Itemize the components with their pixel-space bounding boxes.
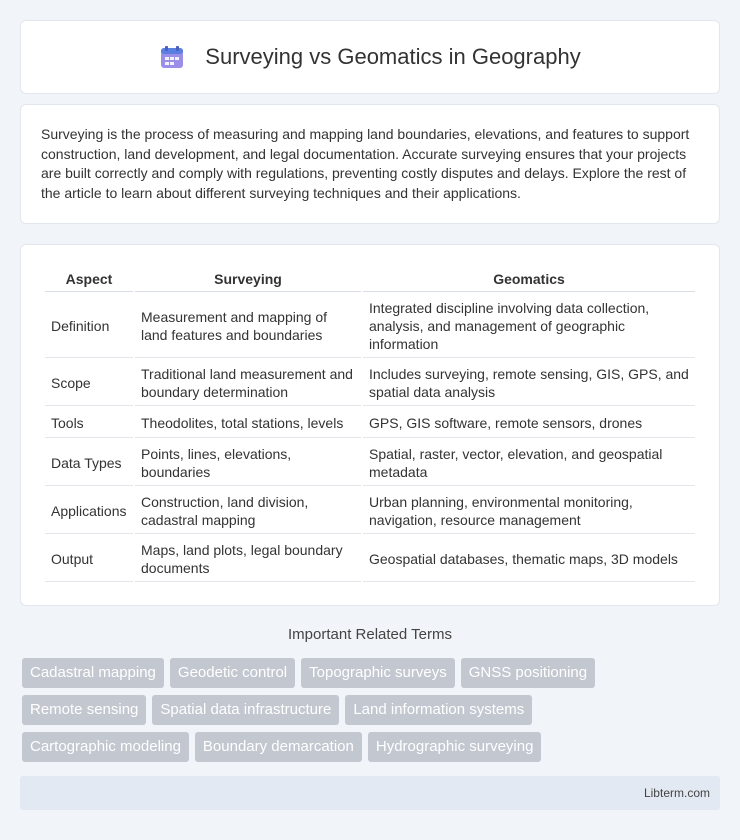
- table-cell: Includes surveying, remote sensing, GIS, GPS, and spatial data analysis: [363, 360, 695, 406]
- comparison-table: [43, 265, 697, 584]
- intro-text: Surveying is the process of measuring and mapping land boundaries, elevations, and features to support construction, land development, and legal documentation. Accurate surveying ensures that your projects are built correctly and comply with regulations, preventing costly disputes and delays. Explore the rest of the article to learn about different surveying techniques and their applications.: [41, 126, 690, 201]
- table-cell: Scope: [45, 360, 133, 406]
- term-tag[interactable]: Remote sensing: [22, 695, 146, 725]
- table-cell: Definition: [45, 294, 133, 358]
- table-row: [45, 488, 695, 534]
- table-cell: Measurement and mapping of land features and boundaries: [135, 294, 361, 358]
- table-cell: Spatial, raster, vector, elevation, and geospatial metadata: [363, 440, 695, 486]
- term-tag[interactable]: Hydrographic surveying: [368, 732, 542, 762]
- comparison-card: [20, 244, 720, 606]
- intro-card: [20, 104, 720, 224]
- term-tag[interactable]: Cadastral mapping: [22, 658, 164, 688]
- table-cell: Traditional land measurement and boundary determination: [135, 360, 361, 406]
- term-tag[interactable]: Land information systems: [345, 695, 532, 725]
- table-cell: Applications: [45, 488, 133, 534]
- table-cell: Points, lines, elevations, boundaries: [135, 440, 361, 486]
- table-row: [45, 294, 695, 358]
- title-card: [20, 20, 720, 94]
- table-cell: Integrated discipline involving data collection, analysis, and management of geographic information: [363, 294, 695, 358]
- tag-row: [22, 658, 722, 688]
- term-tag[interactable]: Boundary demarcation: [195, 732, 362, 762]
- table-cell: GPS, GIS software, remote sensors, drones: [363, 408, 695, 438]
- table-cell: Output: [45, 536, 133, 582]
- column-header-aspect: Aspect: [45, 267, 133, 292]
- term-tag[interactable]: GNSS positioning: [461, 658, 595, 688]
- column-header-surveying: Surveying: [135, 267, 361, 292]
- term-tag[interactable]: Topographic surveys: [301, 658, 455, 688]
- table-row: [45, 536, 695, 582]
- table-row: [45, 360, 695, 406]
- table-row: [45, 440, 695, 486]
- related-terms-list: [22, 658, 722, 769]
- tag-row: [22, 695, 722, 725]
- page-title: Surveying vs Geomatics in Geography: [205, 44, 581, 69]
- term-tag[interactable]: Geodetic control: [170, 658, 295, 688]
- footer: [20, 776, 720, 810]
- table-cell: Data Types: [45, 440, 133, 486]
- tag-row: [22, 732, 722, 762]
- table-cell: Maps, land plots, legal boundary documents: [135, 536, 361, 582]
- column-header-geomatics: Geomatics: [363, 267, 695, 292]
- table-cell: Urban planning, environmental monitoring, navigation, resource management: [363, 488, 695, 534]
- calendar-icon: [159, 44, 185, 70]
- table-row: [45, 408, 695, 438]
- table-cell: Theodolites, total stations, levels: [135, 408, 361, 438]
- table-cell: Tools: [45, 408, 133, 438]
- footer-site-link[interactable]: Libterm.com: [643, 786, 710, 800]
- table-header-row: [45, 267, 695, 292]
- term-tag[interactable]: Cartographic modeling: [22, 732, 189, 762]
- term-tag[interactable]: Spatial data infrastructure: [152, 695, 339, 725]
- related-terms-heading: Important Related Terms: [288, 626, 452, 643]
- table-cell: Construction, land division, cadastral mapping: [135, 488, 361, 534]
- table-cell: Geospatial databases, thematic maps, 3D models: [363, 536, 695, 582]
